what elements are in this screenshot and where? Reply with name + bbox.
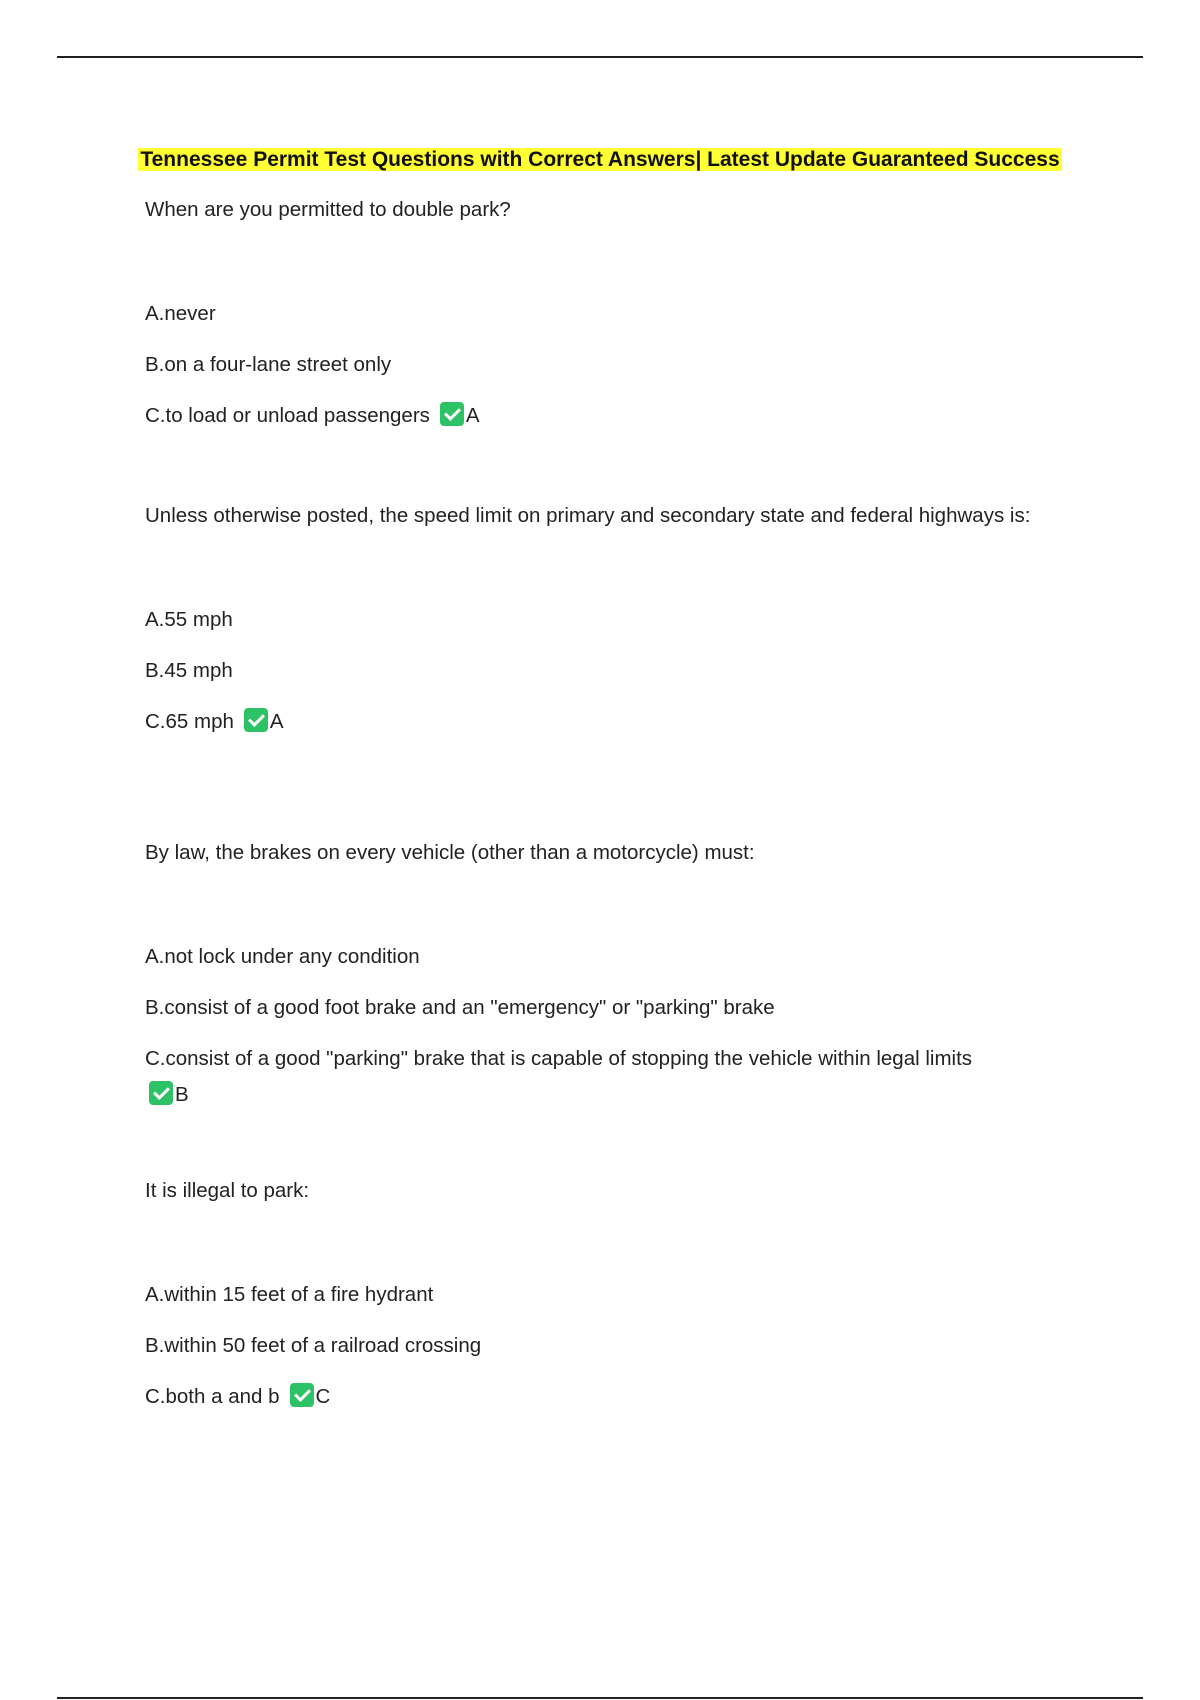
- option-b: B.consist of a good foot brake and an "emergency" or "parking" brake: [145, 996, 775, 1019]
- answer-letter: C: [315, 1385, 331, 1408]
- document-title-highlight: Tennessee Permit Test Questions with Correct Answers| Latest Update Guaranteed Success: [140, 148, 1060, 171]
- question-block: [145, 837, 1085, 1111]
- checkmark-icon: [244, 708, 268, 732]
- answer-line: [145, 1079, 1085, 1111]
- option-b: B.on a four-lane street only: [145, 353, 392, 376]
- question-text: Unless otherwise posted, the speed limit on primary and secondary state and federal highways is:: [145, 504, 1031, 527]
- question-text: When are you permitted to double park?: [145, 198, 511, 221]
- question-text: By law, the brakes on every vehicle (other than a motorcycle) must:: [145, 841, 755, 864]
- top-rule: [57, 56, 1143, 58]
- option-b: B.45 mph: [145, 659, 233, 682]
- checkmark-icon: [290, 1383, 314, 1407]
- option-c: C.to load or unload passengers: [145, 404, 430, 427]
- checkmark-icon: [149, 1081, 173, 1105]
- option-c-row: [145, 706, 1085, 738]
- document-title: [0, 145, 1200, 175]
- question-block: [145, 500, 1085, 738]
- option-c-row: [145, 1043, 1085, 1111]
- option-a: A.not lock under any condition: [145, 945, 420, 968]
- answer-letter: A: [465, 404, 480, 427]
- question-block: [145, 194, 1085, 432]
- option-c: C.consist of a good "parking" brake that is capable of stopping the vehicle within legal limits: [145, 1047, 973, 1070]
- option-c: C.65 mph: [145, 710, 234, 733]
- option-a: A.within 15 feet of a fire hydrant: [145, 1283, 434, 1306]
- option-a: A.55 mph: [145, 608, 233, 631]
- checkmark-icon: [440, 402, 464, 426]
- option-c-row: [145, 400, 1085, 432]
- option-b: B.within 50 feet of a railroad crossing: [145, 1334, 482, 1357]
- bottom-rule: [57, 1697, 1143, 1699]
- question-block: [145, 1175, 1085, 1413]
- option-a: A.never: [145, 302, 216, 325]
- question-text: It is illegal to park:: [145, 1179, 310, 1202]
- answer-letter: B: [175, 1083, 189, 1106]
- option-c-row: [145, 1381, 1085, 1413]
- option-c: C.both a and b: [145, 1385, 280, 1408]
- answer-letter: A: [269, 710, 284, 733]
